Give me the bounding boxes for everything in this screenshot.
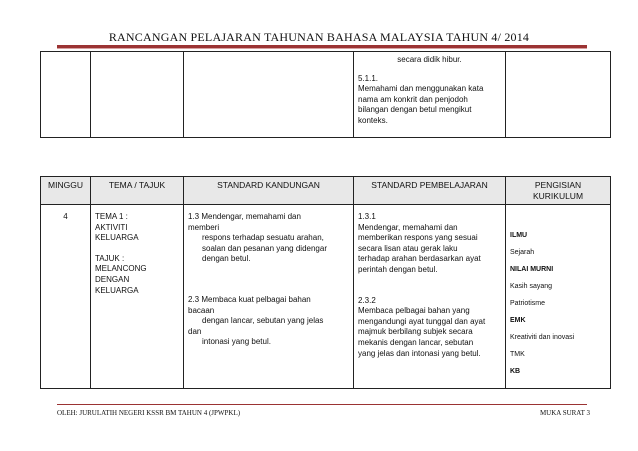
cont-code: 5.1.1.	[358, 73, 379, 83]
pk-tmk: TMK	[510, 351, 525, 358]
pk-kasih-sayang: Kasih sayang	[510, 283, 553, 290]
pk-sejarah: Sejarah	[510, 249, 535, 256]
pk-nilai-murni: NILAI MURNI	[510, 266, 554, 273]
pk-patriotisme: Patriotisme	[510, 300, 546, 307]
cont-cell-sp	[354, 52, 506, 138]
rpt-table	[40, 176, 611, 389]
cont-line: bilangan dengan betul mengikut	[358, 105, 472, 115]
header-sp: STANDARD PEMBELAJARAN	[354, 177, 506, 205]
header-pk: PENGISIAN KURIKULUM	[506, 177, 611, 205]
header-sk: STANDARD KANDUNGAN	[184, 177, 354, 205]
cell-minggu: 4	[41, 205, 91, 389]
header-rule-thin	[57, 48, 587, 49]
header-minggu: MINGGU	[41, 177, 91, 205]
cont-line: Memahami dan menggunakan kata	[358, 84, 484, 94]
cont-cell-pk	[506, 52, 611, 138]
footer-author: OLEH: JURULATIH NEGERI KSSR BM TAHUN 4 (JPWPKL)	[57, 409, 241, 417]
cont-cell-tema	[91, 52, 184, 138]
cont-line: konteks.	[358, 115, 388, 125]
cont-cell-minggu	[41, 52, 91, 138]
page-title: RANCANGAN PELAJARAN TAHUNAN BAHASA MALAYSIA TAHUN 4/ 2014	[108, 30, 530, 44]
cell-tema: TEMA 1 : AKTIVITI KELUARGA TAJUK : MELANCONG DENGAN KELUARGA	[91, 205, 184, 389]
pk-kreativiti: Kreativiti dan inovasi	[510, 334, 575, 341]
cont-line-top: secara didik hibur.	[397, 55, 462, 64]
footer-rule	[57, 404, 587, 405]
cont-line: nama am konkrit dan penjodoh	[358, 94, 468, 104]
pk-ilmu: ILMU	[510, 232, 528, 239]
cell-sk: 1.3 Mendengar, memahami dan memberi respons terhadap sesuatu arahan, soalan dan pesanan yang didengar dengan betul. 2.3 Membaca kuat pelbagai bahan bacaan dengan lancar, sebutan yang jelas dan intonasi yang betul.	[184, 205, 354, 389]
header-tema: TEMA / TAJUK	[91, 177, 184, 205]
continuation-table	[40, 51, 611, 138]
cell-pk	[506, 205, 611, 389]
cont-cell-sk	[184, 52, 354, 138]
footer-page-number: MUKA SURAT 3	[539, 409, 590, 417]
cell-sp: 1.3.1 Mendengar, memahami dan memberikan respons yang sesuai secara lisan atau gerak laku terhadap arahan berdasarkan ayat perintah dengan betul. 2.3.2 Membaca pelbagai bahan yang mengandungi ayat tunggal dan ayat majmuk berbilang subjek secara mekanis dengan lancar, sebutan yang jelas dan intonasi yang betul.	[354, 205, 506, 389]
pk-kb: KB	[510, 368, 521, 375]
pk-emk: EMK	[510, 317, 526, 324]
